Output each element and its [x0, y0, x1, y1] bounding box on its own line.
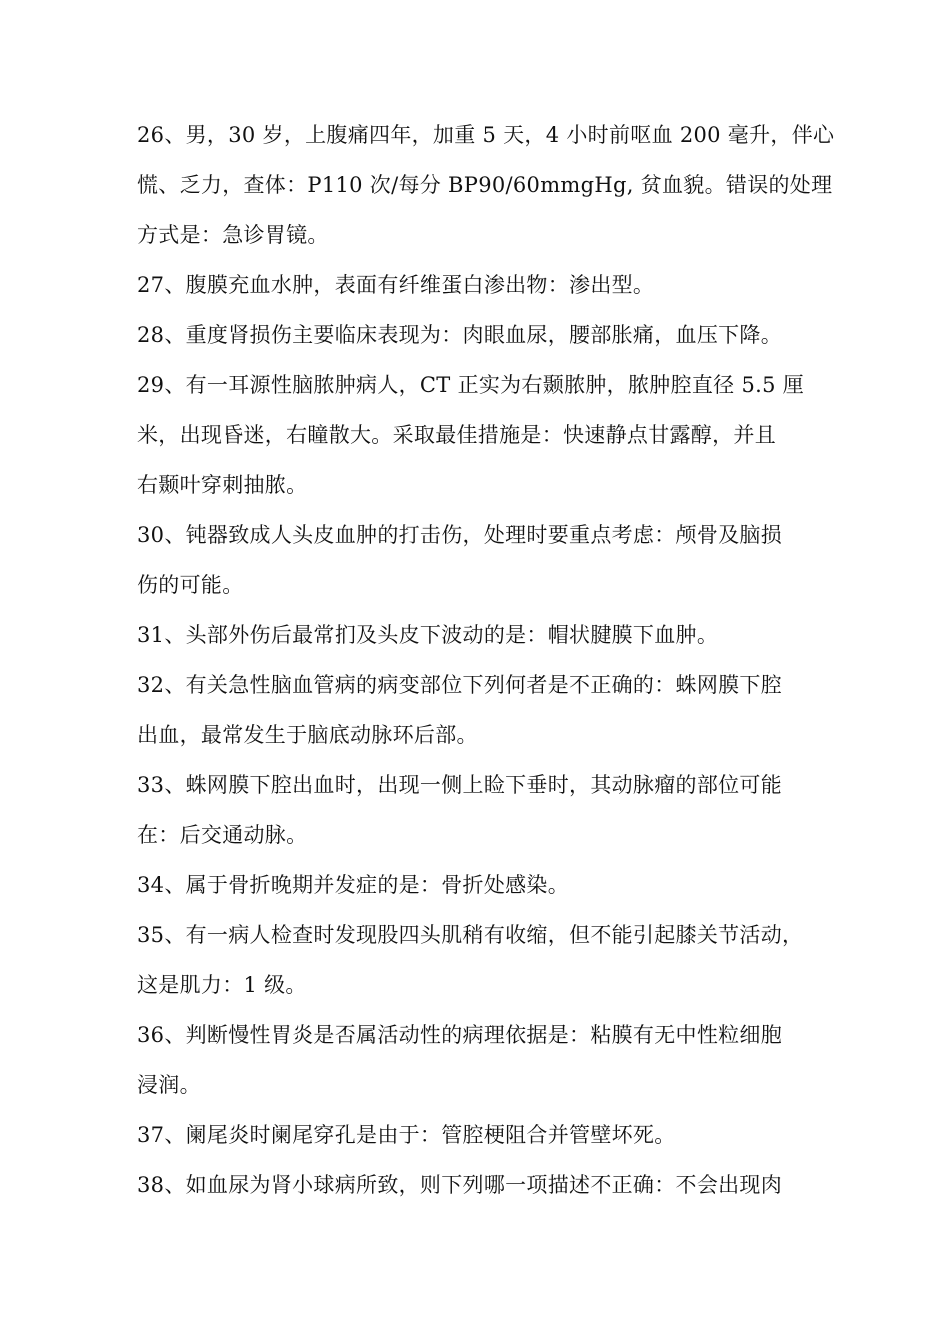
text-line: 浸润。 — [137, 1073, 201, 1097]
text-line: 这是肌力：1 级。 — [137, 973, 307, 997]
text-line: 26、男，30 岁，上腹痛四年，加重 5 天，4 小时前呕血 200 毫升，伴心 — [137, 123, 835, 147]
text-line: 37、阑尾炎时阑尾穿孔是由于：管腔梗阻合并管壁坏死。 — [137, 1123, 676, 1147]
text-line: 36、判断慢性胃炎是否属活动性的病理依据是：粘膜有无中性粒细胞 — [137, 1023, 783, 1047]
text-line: 35、有一病人检查时发现股四头肌稍有收缩，但不能引起膝关节活动， — [137, 923, 804, 947]
text-line: 38、如血尿为肾小球病所致，则下列哪一项描述不正确：不会出现肉 — [137, 1173, 783, 1197]
text-line: 方式是：急诊胃镜。 — [137, 223, 329, 247]
text-line: 33、蛛网膜下腔出血时，出现一侧上睑下垂时，其动脉瘤的部位可能 — [137, 773, 783, 797]
text-line: 31、头部外伤后最常扪及头皮下波动的是：帽状腱膜下血肿。 — [137, 623, 719, 647]
text-line: 27、腹膜充血水肿，表面有纤维蛋白渗出物：渗出型。 — [137, 273, 655, 297]
text-line: 慌、乏力，查体：P110 次/每分 BP90/60mmgHg, 贫血貌。错误的处理 — [137, 173, 833, 197]
text-line: 右颞叶穿刺抽脓。 — [137, 473, 308, 497]
text-line: 米，出现昏迷，右瞳散大。采取最佳措施是：快速静点甘露醇，并且 — [137, 423, 776, 447]
text-line: 30、钝器致成人头皮血肿的打击伤，处理时要重点考虑：颅骨及脑损 — [137, 523, 783, 547]
text-line: 在：后交通动脉。 — [137, 823, 308, 847]
document-body — [137, 110, 835, 1210]
text-line: 29、有一耳源性脑脓肿病人，CT 正实为右颞脓肿，脓肿腔直径 5.5 厘 — [137, 373, 805, 397]
text-line: 34、属于骨折晚期并发症的是：骨折处感染。 — [137, 873, 570, 897]
text-line: 32、有关急性脑血管病的病变部位下列何者是不正确的：蛛网膜下腔 — [137, 673, 783, 697]
text-line: 伤的可能。 — [137, 573, 244, 597]
text-line: 28、重度肾损伤主要临床表现为：肉眼血尿，腰部胀痛，血压下降。 — [137, 323, 783, 347]
text-line: 出血，最常发生于脑底动脉环后部。 — [137, 723, 478, 747]
